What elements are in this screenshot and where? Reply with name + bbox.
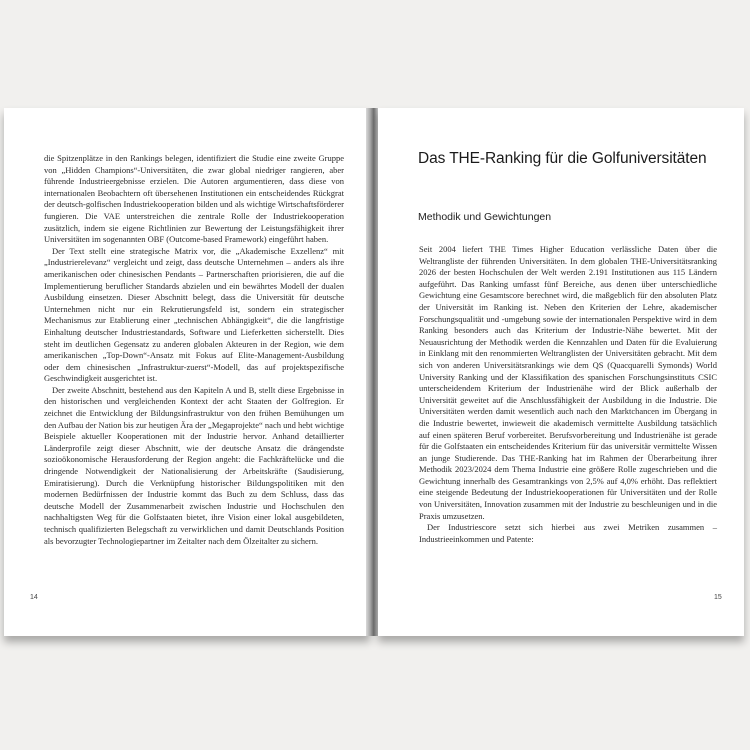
section-heading: Methodik und Gewichtungen — [418, 211, 552, 223]
left-paragraph-1: die Spitzenplätze in den Rankings belegen, identifiziert die Studie eine zweite Gruppe von „Hidden Champions“-Universitäten, die zwar global niedriger rangieren, aber führende Industrieergebnisse erzielen. Die Autoren argumentieren, dass diese von internationalen Beobachtern oft übersehenen Institutionen ein entscheidendes Rückgrat der deutsch-golfischen Industriekooperation bilden und als wichtige Wirtschaftsförderer fungieren. Die VAE unterstreichen die zentrale Rolle der Industriekooperation zusätzlich, indem sie eigene Richtlinien zur Bewertung der Leistungsfähigkeit ihrer Universitäten im sogenannten OBF (Outcome-based Framework) eingeführt haben. — [44, 153, 344, 245]
right-paragraph-1: Seit 2004 liefert THE Times Higher Education verlässliche Daten über die Weltrangliste der führenden Universitäten. In dem globalen THE-Universitätsranking 2026 der besten Hochschulen der Welt werden 2.191 Institutionen aus 115 Ländern aufgeführt. Das Ranking umfasst fünf Bereiche, aus denen über unterschiedliche Gewichtung eine Gesamtscore berechnet wird, die maßgeblich für den absoluten Platz der Universität im Ranking ist. Neben den Kriterien der Lehre, akademischer Forschungsqualität und -umgebung sowie der internationalen Perspektive wird in dem Ranking besonders auch das Kriterium der Industrie-Nähe bewertet. Mit der Neuausrichtung der Methodik werden die Kennzahlen und Daten für die Evaluierung in Einklang mit den renommierten Weltranglisten der Universitäten gebracht. Mit dem sich von anderen Universitätsrankings wie dem QS (Quacquarelli Symonds) World University Ranking und der Klassifikation des spanischen Forschungsinstituts CSIC unterscheidendem Kriterium der Industrienähe wird der Blick außerhalb der Universität geweitet auf die Anschlussfähigkeit der Ausbildung in die Industrie. Die Universitäten werden damit wesentlich auch nach den Marktchancen im Übergang in die Industrie bewertet, inwieweit die akademisch vermittelte Ausbildung tatsächlich auf einen späteren Beruf vorbereitet. Berufsvorbereitung und Industrienähe ist gerade für die Golfstaaten ein entscheidendes Kriterium für das universitär vermittelte Wissen an junge Studierende. Das THE-Ranking hat im Rahmen der Überarbeitung ihrer Methodik 2023/2024 dem Thema Industrie eine größere Rolle zugeschrieben und die Gewichtung innerhalb des Gesamtrankings von 2,5% auf 4,0% erhöht. Das reflektiert eine steigende Bedeutung der Industriekooperationen für Universitäten und der Rolle von Universitäten, Innovation zusammen mit der Industrie zu beschleunigen und in die Praxis umzusetzen. — [419, 244, 717, 521]
left-body-text — [44, 153, 344, 547]
chapter-title: Das THE-Ranking für die Golfuniversitäten — [418, 150, 707, 167]
right-paragraph-2: Der Industriescore setzt sich hierbei aus zwei Metriken zusammen – Industrieeinkommen und Patente: — [419, 522, 717, 544]
left-paragraph-2: Der Text stellt eine strategische Matrix vor, die „Akademische Exzellenz“ mit „Industrierelevanz“ vergleicht und zeigt, dass deutsche Unternehmen – anders als ihre amerikanischen oder chinesischen Pendants – Partnerschaften priorisieren, die auf die Implementierung beruflicher Standards abzielen und ein bewährtes Modell der dualen Ausbildung einsetzen. Dieser Abschnitt belegt, dass die Universität für deutsche Unternehmen nicht nur ein Rekrutierungsfeld ist, sondern ein strategischer Mechanismus zur Etablierung einer „technischen Abhängigkeit“, die die langfristige Einhaltung deutscher Industriestandards, Software und Lieferketten sicherstellt. Dies steht im deutlichen Gegensatz zu anderen globalen Akteuren in der Region, wie dem amerikanischen „Top-Down“-Ansatz mit Fokus auf Elite-Management-Ausbildung oder dem chinesischen „Infrastruktur-zuerst“-Modell, das auf projektspezifische Geschwindigkeit ausgerichtet ist. — [44, 245, 344, 384]
right-body-text — [419, 244, 717, 545]
page-number-left: 14 — [30, 594, 38, 601]
page-number-right: 15 — [714, 594, 722, 601]
left-paragraph-3: Der zweite Abschnitt, bestehend aus den Kapiteln A und B, stellt diese Ergebnisse in den historischen und vergleichenden Kontext der acht Staaten der Golfregion. Er zeichnet die Entwicklung der Bildungsinfrastruktur von den frühen Bemühungen um den Aufbau der Nation bis zur heutigen Ära der „Megaprojekte“ nach und hebt wichtige Beispiele aktueller Kooperationen mit der Industrie hervor. Anhand detaillierter Länderprofile zeigt dieser Abschnitt, wie der deutsche Ansatz die drängendste sozioökonomische Herausforderung der Region angeht: die Fachkräftelücke und die dringende Notwendigkeit der Nationalisierung der Arbeitskräfte (Saudisierung, Emiratisierung). Durch die Verknüpfung historischer Bildungspolitiken mit den modernen Bedürfnissen der Industrie kommt das Buch zu dem Schluss, dass das deutsche Modell der Zusammenarbeit zwischen Industrie und Hochschulen den nachhaltigsten Weg für die Golfstaaten bietet, ihre Vision einer lokal ausgebildeten, technisch qualifizierten Belegschaft zu verwirklichen und damit Deutschlands Position als bevorzugter Technologiepartner im Zeitalter nach dem Ölzeitalter zu sichern. — [44, 384, 344, 546]
left-page — [4, 108, 370, 636]
right-page — [378, 108, 744, 636]
